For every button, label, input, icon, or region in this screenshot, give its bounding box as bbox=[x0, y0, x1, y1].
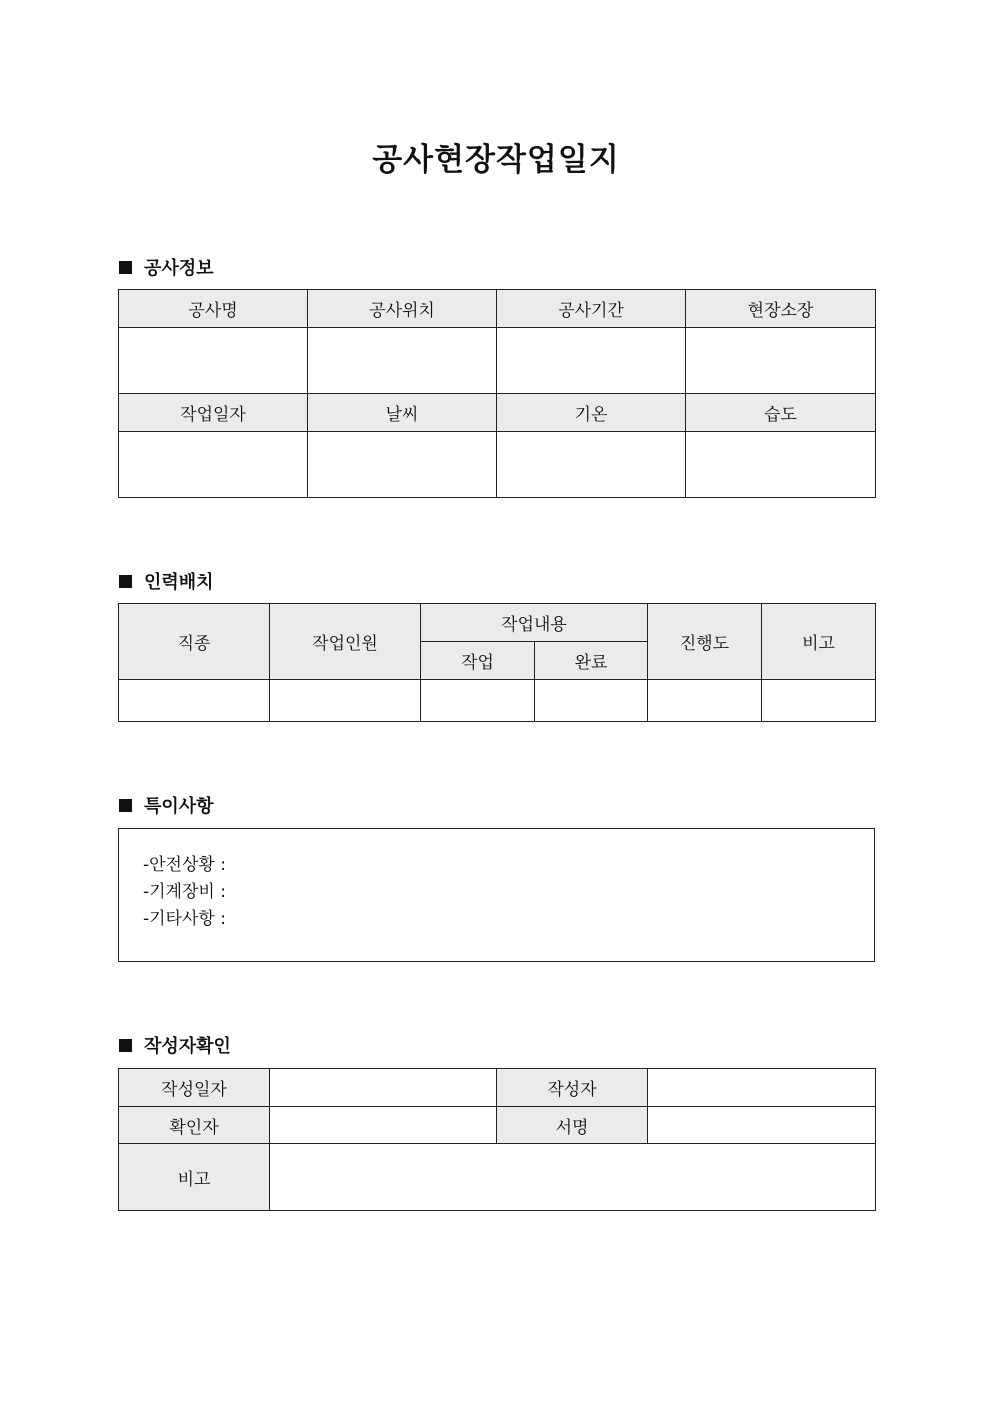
square-bullet-icon bbox=[119, 575, 132, 588]
workers-field[interactable] bbox=[270, 680, 421, 722]
section-heading-author-confirm bbox=[119, 1032, 231, 1058]
trade-field[interactable] bbox=[119, 680, 270, 722]
header-remarks: 비고 bbox=[762, 604, 876, 680]
header-work: 작업 bbox=[421, 642, 535, 680]
site-manager-field[interactable] bbox=[686, 328, 876, 394]
page-title: 공사현장작업일지 bbox=[372, 142, 620, 178]
work-field[interactable] bbox=[421, 680, 535, 722]
section-title: 작성자확인 bbox=[144, 1036, 231, 1057]
project-info-table bbox=[118, 289, 876, 498]
square-bullet-icon bbox=[119, 261, 132, 274]
manpower-table bbox=[118, 603, 876, 722]
header-done: 완료 bbox=[535, 642, 648, 680]
progress-field[interactable] bbox=[648, 680, 762, 722]
header-project-name: 공사명 bbox=[119, 290, 308, 328]
special-notes-box[interactable] bbox=[118, 828, 875, 962]
section-title: 특이사항 bbox=[144, 796, 214, 817]
note-safety: -안전상황 : bbox=[143, 855, 226, 875]
write-date-field[interactable] bbox=[270, 1069, 497, 1107]
note-other: -기타사항 : bbox=[143, 909, 226, 929]
header-temperature: 기온 bbox=[497, 394, 686, 432]
label-write-date: 작성일자 bbox=[119, 1069, 270, 1107]
square-bullet-icon bbox=[119, 1039, 132, 1052]
label-confirmer: 확인자 bbox=[119, 1107, 270, 1144]
section-heading-project-info bbox=[119, 254, 214, 280]
section-heading-manpower bbox=[119, 568, 214, 594]
author-confirm-table bbox=[118, 1068, 876, 1211]
humidity-field[interactable] bbox=[686, 432, 876, 498]
section-title: 공사정보 bbox=[144, 258, 214, 279]
header-project-period: 공사기간 bbox=[497, 290, 686, 328]
section-title: 인력배치 bbox=[144, 572, 214, 593]
remarks-field[interactable] bbox=[270, 1144, 876, 1211]
header-work-date: 작업일자 bbox=[119, 394, 308, 432]
author-field[interactable] bbox=[648, 1069, 876, 1107]
header-humidity: 습도 bbox=[686, 394, 876, 432]
project-name-field[interactable] bbox=[119, 328, 308, 394]
temperature-field[interactable] bbox=[497, 432, 686, 498]
remarks-field[interactable] bbox=[762, 680, 876, 722]
project-period-field[interactable] bbox=[497, 328, 686, 394]
square-bullet-icon bbox=[119, 799, 132, 812]
weather-field[interactable] bbox=[308, 432, 497, 498]
section-heading-special-notes bbox=[119, 792, 214, 818]
work-date-field[interactable] bbox=[119, 432, 308, 498]
confirmer-field[interactable] bbox=[270, 1107, 497, 1144]
label-signature: 서명 bbox=[497, 1107, 648, 1144]
header-work-content: 작업내용 bbox=[421, 604, 648, 642]
note-equipment: -기계장비 : bbox=[143, 882, 226, 902]
done-field[interactable] bbox=[535, 680, 648, 722]
header-workers: 작업인원 bbox=[270, 604, 421, 680]
header-weather: 날씨 bbox=[308, 394, 497, 432]
header-site-manager: 현장소장 bbox=[686, 290, 876, 328]
header-trade: 직종 bbox=[119, 604, 270, 680]
header-project-location: 공사위치 bbox=[308, 290, 497, 328]
signature-field[interactable] bbox=[648, 1107, 876, 1144]
label-remarks: 비고 bbox=[119, 1144, 270, 1211]
project-location-field[interactable] bbox=[308, 328, 497, 394]
label-author: 작성자 bbox=[497, 1069, 648, 1107]
header-progress: 진행도 bbox=[648, 604, 762, 680]
